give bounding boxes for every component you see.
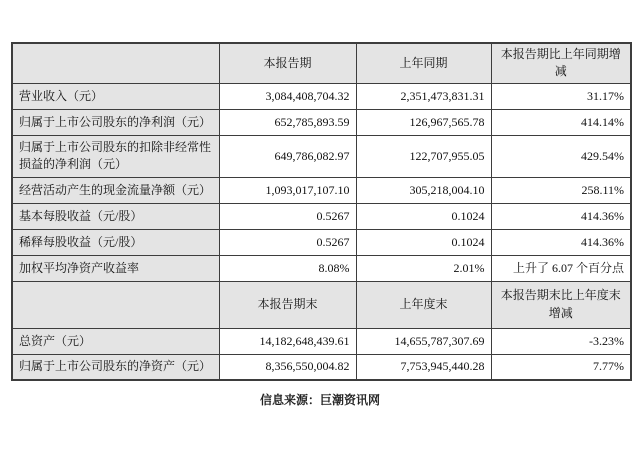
header-prior-period: 上年同期 — [356, 43, 491, 83]
header-period-end-change: 本报告期末比上年度末增减 — [491, 281, 631, 328]
table-row-diluted-eps — [12, 229, 631, 255]
change-value: 7.77% — [491, 354, 631, 380]
row-label: 归属于上市公司股东的净利润（元） — [12, 109, 219, 135]
change-value: -3.23% — [491, 328, 631, 354]
table-row-total-assets — [12, 328, 631, 354]
row-label: 总资产（元） — [12, 328, 219, 354]
current-value: 8,356,550,004.82 — [219, 354, 356, 380]
change-value: 414.36% — [491, 229, 631, 255]
table-row-basic-eps — [12, 203, 631, 229]
period-end-header-row — [12, 281, 631, 328]
period-header-row — [12, 43, 631, 83]
row-label: 归属于上市公司股东的净资产（元） — [12, 354, 219, 380]
financial-summary-table — [11, 42, 632, 381]
change-value: 429.54% — [491, 135, 631, 177]
header-blank-cell — [12, 281, 219, 328]
info-source-text: 信息来源：巨潮资讯网 — [259, 393, 380, 407]
prior-value: 2,351,473,831.31 — [356, 83, 491, 109]
prior-value: 14,655,787,307.69 — [356, 328, 491, 354]
prior-value: 7,753,945,440.28 — [356, 354, 491, 380]
prior-value: 0.1024 — [356, 203, 491, 229]
table-row-net-profit-excl-nonrecurring — [12, 135, 631, 177]
prior-value: 0.1024 — [356, 229, 491, 255]
current-value: 0.5267 — [219, 229, 356, 255]
table-row-net-profit — [12, 109, 631, 135]
header-prior-year-end: 上年度末 — [356, 281, 491, 328]
current-value: 0.5267 — [219, 203, 356, 229]
row-label: 归属于上市公司股东的扣除非经常性损益的净利润（元） — [12, 135, 219, 177]
change-value: 上升了 6.07 个百分点 — [491, 255, 631, 281]
table-row-weighted-avg-roe — [12, 255, 631, 281]
row-label: 经营活动产生的现金流量净额（元） — [12, 177, 219, 203]
current-value: 649,786,082.97 — [219, 135, 356, 177]
current-value: 14,182,648,439.61 — [219, 328, 356, 354]
row-label: 基本每股收益（元/股） — [12, 203, 219, 229]
prior-value: 122,707,955.05 — [356, 135, 491, 177]
change-value: 414.36% — [491, 203, 631, 229]
financial-summary-table-wrap — [11, 42, 632, 381]
current-value: 1,093,017,107.10 — [219, 177, 356, 203]
current-value: 8.08% — [219, 255, 356, 281]
change-value: 31.17% — [491, 83, 631, 109]
prior-value: 305,218,004.10 — [356, 177, 491, 203]
prior-value: 2.01% — [356, 255, 491, 281]
table-row-net-assets — [12, 354, 631, 380]
change-value: 258.11% — [491, 177, 631, 203]
table-row-revenue — [12, 83, 631, 109]
header-blank-cell — [12, 43, 219, 83]
header-period-change: 本报告期比上年同期增减 — [491, 43, 631, 83]
row-label: 营业收入（元） — [12, 83, 219, 109]
row-label: 加权平均净资产收益率 — [12, 255, 219, 281]
change-value: 414.14% — [491, 109, 631, 135]
prior-value: 126,967,565.78 — [356, 109, 491, 135]
current-value: 3,084,408,704.32 — [219, 83, 356, 109]
current-value: 652,785,893.59 — [219, 109, 356, 135]
table-row-operating-cash-flow — [12, 177, 631, 203]
header-current-period-end: 本报告期末 — [219, 281, 356, 328]
row-label: 稀释每股收益（元/股） — [12, 229, 219, 255]
header-current-period: 本报告期 — [219, 43, 356, 83]
